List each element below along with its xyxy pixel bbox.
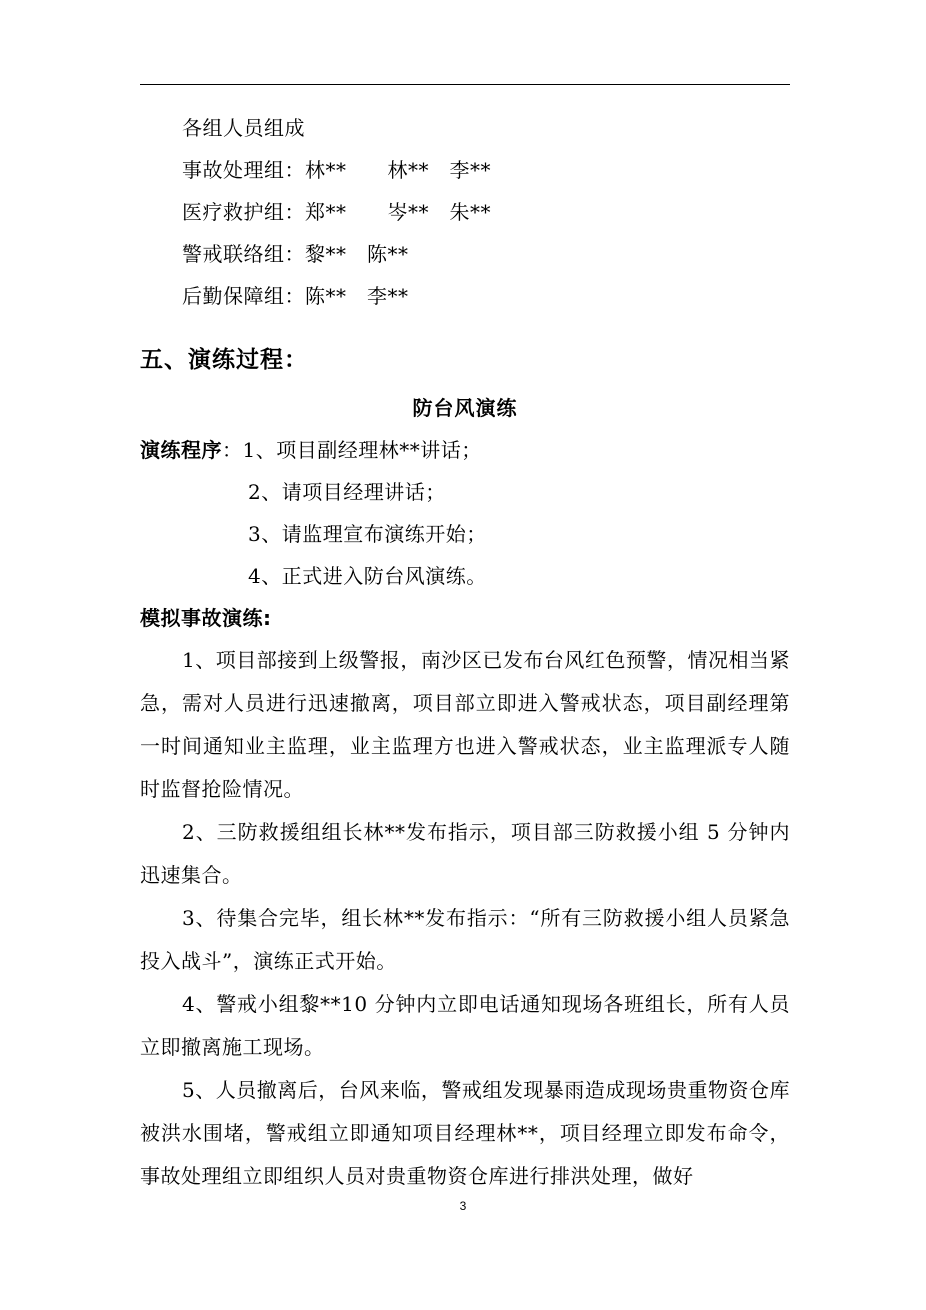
procedure-step-2: 2、请项目经理讲话； bbox=[248, 480, 446, 504]
procedure-colon: ： bbox=[222, 438, 243, 462]
page-number: 3 bbox=[459, 1199, 467, 1213]
simulation-colon: : bbox=[263, 606, 272, 630]
simulation-paragraph-3 bbox=[140, 897, 790, 983]
drill-title: 防台风演练 bbox=[412, 396, 518, 420]
simulation-heading bbox=[140, 604, 272, 632]
procedure-row bbox=[140, 436, 482, 464]
simulation-paragraph-5 bbox=[140, 1069, 790, 1198]
simulation-paragraph-1-text: 1、项目部接到上级警报，南沙区已发布台风红色预警，情况相当紧急，需对人员进行迅速撤离，项目部立即进入警戒状态，项目副经理第一时间通知业主监理，业主监理方也进入警戒状态，业主监理派专人随时监督抢险情况。 bbox=[140, 648, 790, 801]
simulation-paragraph-2-text: 2、三防救援组组长林**发布指示，项目部三防救援小组 5 分钟内迅速集合。 bbox=[140, 820, 790, 887]
simulation-paragraph-1 bbox=[140, 639, 790, 811]
simulation-paragraph-3-text: 3、待集合完毕，组长林**发布指示：“所有三防救援小组人员紧急投入战斗”，演练正式开始。 bbox=[140, 906, 790, 973]
simulation-paragraph-5-text: 5、人员撤离后，台风来临，警戒组发现暴雨造成现场贵重物资仓库被洪水围堵，警戒组立即通知项目经理林**，项目经理立即发布命令，事故处理组立即组织人员对贵重物资仓库进行排洪处理，做好 bbox=[140, 1078, 790, 1188]
procedure-label: 演练程序 bbox=[140, 438, 222, 462]
procedure-step-3: 3、请监理宣布演练开始； bbox=[248, 522, 487, 546]
header-rule bbox=[140, 84, 790, 85]
group-row-medical: 医疗救护组：郑** 岑** 朱** bbox=[182, 200, 491, 224]
groups-heading: 各组人员组成 bbox=[182, 116, 305, 140]
procedure-step-1: 1、项目副经理林**讲话； bbox=[242, 438, 482, 462]
procedure-step-4: 4、正式进入防台风演练。 bbox=[248, 564, 487, 588]
simulation-paragraph-4 bbox=[140, 983, 790, 1069]
group-row-accident: 事故处理组：林** 林** 李** bbox=[182, 158, 491, 182]
section-heading: 五、演练过程： bbox=[140, 347, 308, 373]
simulation-label: 模拟事故演练 bbox=[140, 606, 263, 630]
simulation-paragraph-2 bbox=[140, 811, 790, 897]
group-row-alert: 警戒联络组：黎** 陈** bbox=[182, 242, 409, 266]
simulation-paragraph-4-text: 4、警戒小组黎**10 分钟内立即电话通知现场各班组长，所有人员立即撤离施工现场。 bbox=[140, 992, 790, 1059]
group-row-logistics: 后勤保障组：陈** 李** bbox=[182, 284, 409, 308]
